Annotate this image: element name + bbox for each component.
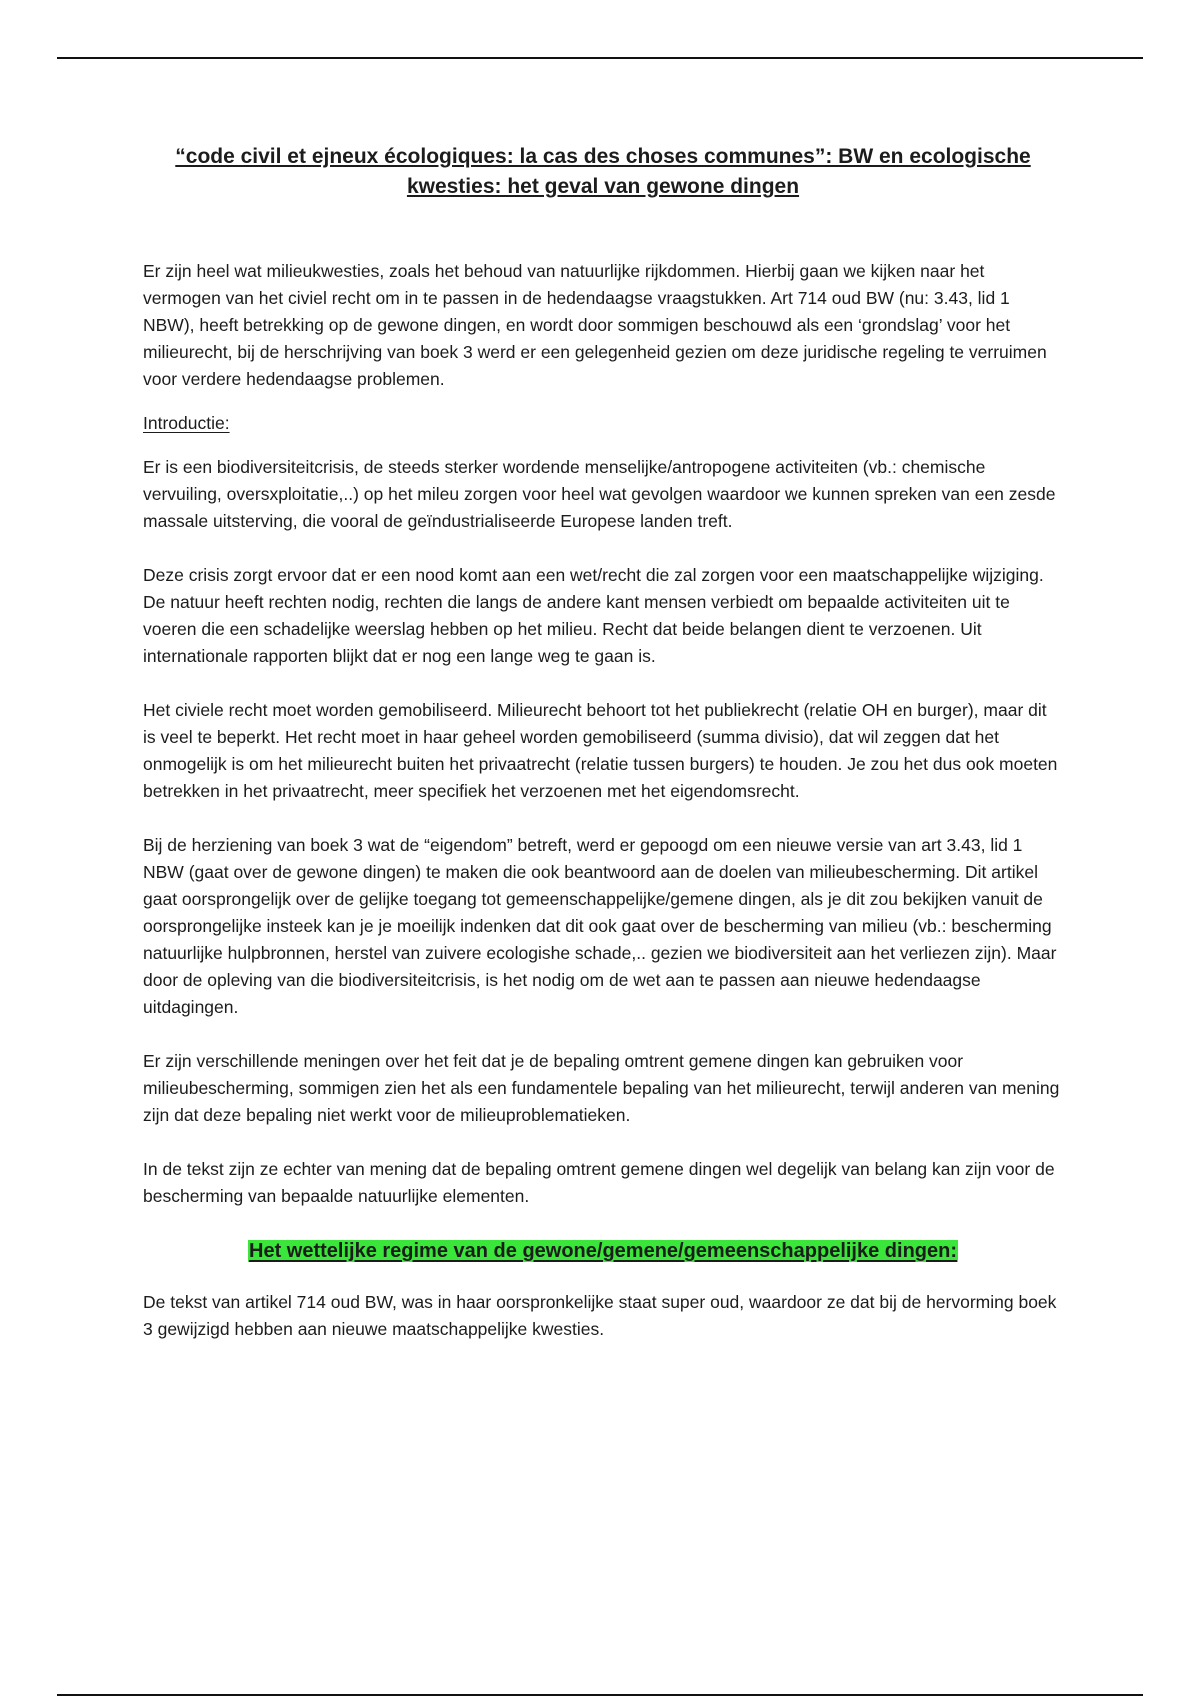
header-rule [57, 57, 1143, 59]
paragraph: Er zijn verschillende meningen over het feit dat je de bepaling omtrent gemene dingen kan gebruiken voor milieubescherming, sommigen zien het als een fundamentele bepaling van het milieurecht, terwijl anderen van mening zijn dat deze bepaling niet werkt voor de milieuproblematieken. [143, 1051, 1060, 1125]
paragraph-last: De tekst van artikel 714 oud BW, was in haar oorspronkelijke staat super oud, waardoor ze dat bij de hervorming boek 3 gewijzigd hebben aan nieuwe maatschappelijke kwesties. [143, 1292, 1057, 1339]
title-line-2: kwesties: het geval van gewone dingen [406, 175, 800, 198]
paragraph: Er is een biodiversiteitcrisis, de steeds sterker wordende menselijke/antropogene activiteiten (vb.: chemische vervuiling, oversxploitatie,..) op het mileu zorgen voor heel wat gevolgen waardoor we kunnen spreken van een zesde massale uitsterving, die vooral de geïndustrialiseerde Europese landen treft. [143, 457, 1056, 531]
paragraph: Deze crisis zorgt ervoor dat er een nood komt aan een wet/recht die zal zorgen voor een maatschappelijke wijziging. De natuur heeft rechten nodig, rechten die langs de andere kant mensen verbiedt om bepaalde activiteiten uit te voeren die een schadelijke weerslag hebben op het milieu. Recht dat beide belangen dient te verzoenen. Uit internationale rapporten blijkt dat er nog een lange weg te gaan is. [143, 565, 1044, 666]
document-body [143, 142, 1063, 1343]
section-heading-highlight: Het wettelijke regime van de gewone/gemene/gemeenschappelijke dingen: [249, 1240, 957, 1262]
paragraph: In de tekst zijn ze echter van mening dat de bepaling omtrent gemene dingen wel degelijk van belang kan zijn voor de bescherming van bepaalde natuurlijke elementen. [143, 1159, 1055, 1206]
footer-rule [57, 1694, 1143, 1696]
document-title [143, 142, 1063, 202]
intro-paragraph: Er zijn heel wat milieukwesties, zoals het behoud van natuurlijke rijkdommen. Hierbij gaan we kijken naar het vermogen van het civiel recht om in te passen in de hedendaagse vraagstukken. Art 714 oud BW (nu: 3.43, lid 1 NBW), heeft betrekking op de gewone dingen, en wordt door sommigen beschouwd als een ‘grondslag’ voor het milieurecht, bij de herschrijving van boek 3 werd er een gelegenheid gezien om deze juridische regeling te verruimen voor verdere hedendaagse problemen. [143, 261, 1047, 389]
title-line-1: “code civil et ejneux écologiques: la cas des choses communes”: BW en ecologische [175, 145, 1031, 168]
section-heading [143, 1236, 1063, 1266]
paragraph: Bij de herziening van boek 3 wat de “eigendom” betreft, werd er gepoogd om een nieuwe versie van art 3.43, lid 1 NBW (gaat over de gewone dingen) te maken die ook beantwoord aan de doelen van milieubescherming. Dit artikel gaat oorsprongelijk over de gelijke toegang tot gemeenschappelijke/gemene dingen, als je dit zou bekijken vanuit de oorsprongelijke insteek kan je je moeilijk indenken dat dit ook gaat over de bescherming van milieu (vb.: bescherming natuurlijke hulpbronnen, herstel van zuivere ecologishe schade,.. gezien we biodiversiteit aan het verliezen zijn). Maar door de opleving van die biodiversiteitcrisis, is het nodig om de wet aan te passen aan nieuwe hedendaagse uitdagingen. [143, 835, 1057, 1017]
paragraph: Het civiele recht moet worden gemobiliseerd. Milieurecht behoort tot het publiekrecht (relatie OH en burger), maar dit is veel te beperkt. Het recht moet in haar geheel worden gemobiliseerd (summa divisio), dat wil zeggen dat het onmogelijk is om het milieurecht buiten het privaatrecht (relatie tussen burgers) te houden. Je zou het dus ook moeten betrekken in het privaatrecht, meer specifiek het verzoenen met het eigendomsrecht. [143, 700, 1058, 801]
introductie-heading: Introductie: [143, 413, 230, 433]
